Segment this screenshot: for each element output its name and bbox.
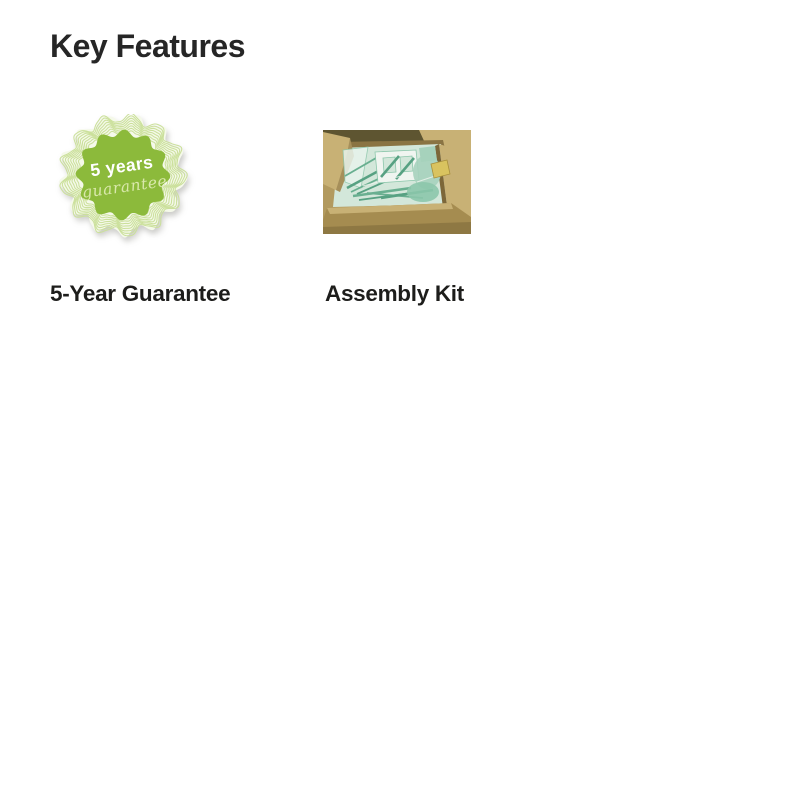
feature-caption-assembly-kit: Assembly Kit bbox=[325, 281, 464, 306]
page-title: Key Features bbox=[50, 28, 245, 64]
guarantee-badge-icon bbox=[58, 114, 188, 240]
badge-line2-text: guarantee bbox=[80, 172, 169, 202]
badge-line1-text: 5 years bbox=[89, 151, 155, 181]
guarantee-badge-image bbox=[58, 114, 188, 240]
assembly-kit-box-image bbox=[323, 130, 471, 234]
assembly-kit-photo bbox=[323, 130, 471, 234]
feature-caption-guarantee: 5-Year Guarantee bbox=[50, 281, 231, 306]
